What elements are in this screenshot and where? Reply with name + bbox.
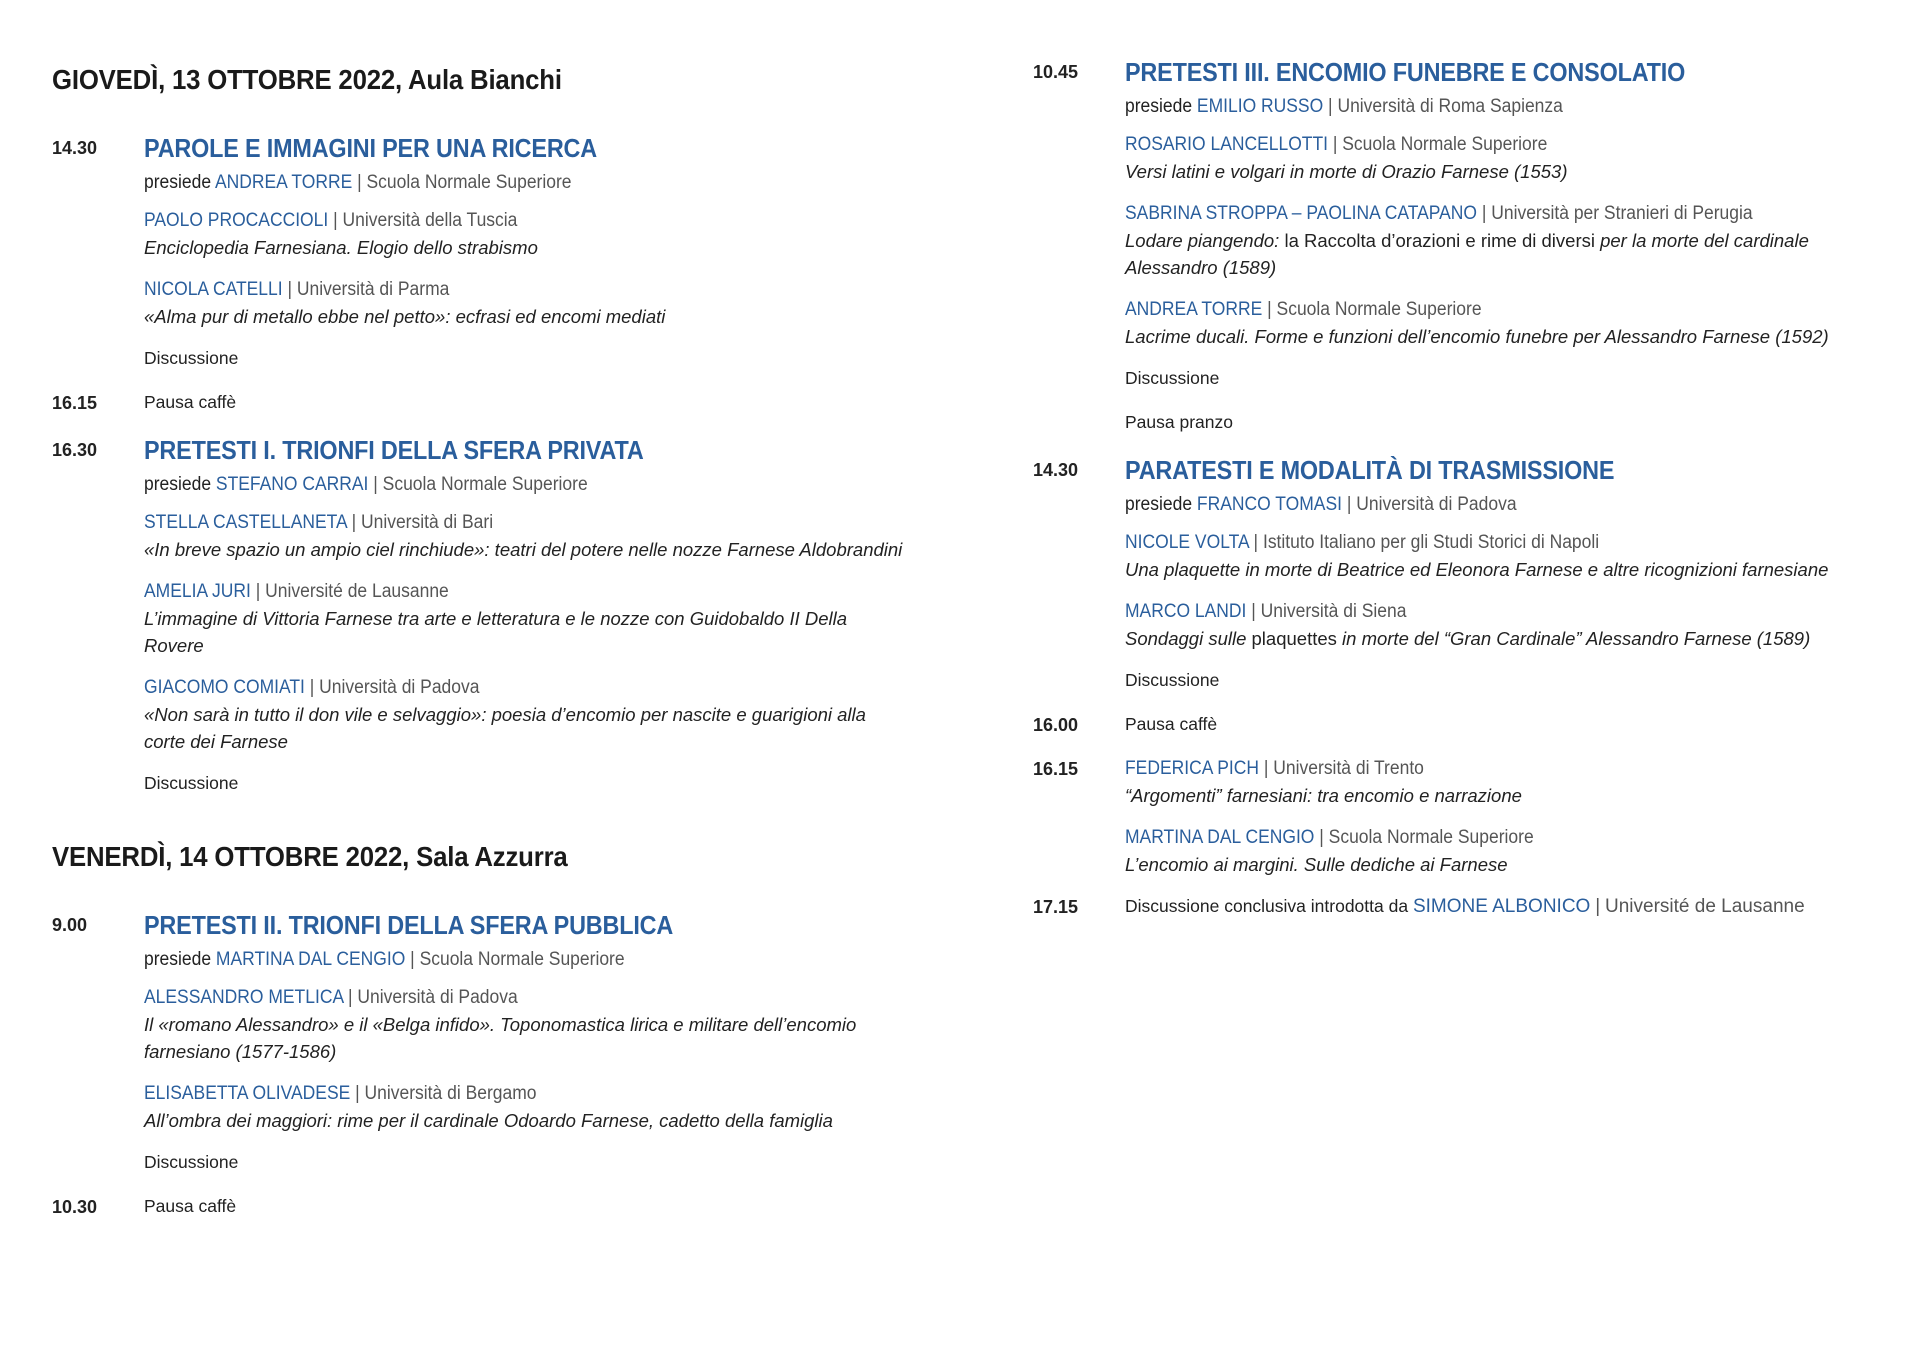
speaker-org: Università di Siena <box>1260 601 1407 622</box>
session-time: 14.30 <box>1033 460 1079 480</box>
speaker-org: Scuola Normale Superiore <box>1328 827 1534 848</box>
chair-name: EMILIO RUSSO <box>1196 96 1324 117</box>
talk-title-part: plaquettes <box>1251 628 1337 649</box>
speaker-name: ELISABETTA OLIVADESE <box>144 1083 351 1104</box>
chair-name: STEFANO CARRAI <box>215 474 369 495</box>
chair-name: MARTINA DAL CENGIO <box>215 949 406 970</box>
separator: | <box>410 949 415 970</box>
talk <box>1125 132 1893 185</box>
talk-title <box>1125 625 1893 652</box>
break-label: Pausa caffè <box>144 1196 237 1216</box>
separator: | <box>357 172 362 193</box>
session-pretesti-iii <box>1033 56 1893 434</box>
speaker-org: Université de Lausanne <box>265 581 449 602</box>
speaker-name: SABRINA STROPPA – PAOLINA CATAPANO <box>1125 203 1477 224</box>
session-title: PARATESTI E MODALITÀ DI TRASMISSIONE <box>1125 455 1615 485</box>
programme-right-column <box>1033 0 1893 939</box>
separator: | <box>373 474 378 495</box>
speaker-name: MARTINA DAL CENGIO <box>1125 827 1315 848</box>
session-chair <box>144 472 843 498</box>
separator: | <box>1267 299 1272 320</box>
session-parole-immagini <box>52 132 904 370</box>
talk-title: «Alma pur di metallo ebbe nel petto»: ecfrasi ed encomi mediati <box>144 306 666 327</box>
speaker-name: STELLA CASTELLANETA <box>144 512 347 533</box>
speaker-org: Università di Bergamo <box>364 1083 537 1104</box>
talk-title: Lacrime ducali. Forme e funzioni dell’encomio funebre per Alessandro Farnese (1592) <box>1125 326 1829 347</box>
break-label: Pausa caffè <box>1125 714 1218 734</box>
separator: | <box>347 987 353 1008</box>
session-chair <box>144 170 843 196</box>
separator: | <box>1346 494 1352 515</box>
speaker-org: Scuola Normale Superiore <box>1342 134 1548 155</box>
session-title: PRETESTI I. TRIONFI DELLA SFERA PRIVATA <box>144 435 644 465</box>
talk <box>1125 530 1893 583</box>
separator: | <box>255 581 261 602</box>
break-label: Pausa caffè <box>144 392 237 412</box>
separator: | <box>1263 758 1269 779</box>
chair-name: FRANCO TOMASI <box>1196 494 1342 515</box>
speaker-org: Università di Padova <box>357 987 518 1008</box>
separator: | <box>1253 532 1259 553</box>
talk <box>144 985 904 1065</box>
separator: | <box>309 677 315 698</box>
break-time: 10.30 <box>52 1197 98 1217</box>
speaker-org: Università di Padova <box>319 677 480 698</box>
speaker-org: Università di Parma <box>296 279 450 300</box>
talk-title: Versi latini e volgari in morte di Orazio Farnese (1553) <box>1125 161 1568 182</box>
separator: | <box>1319 827 1324 848</box>
talk-title: Il «romano Alessandro» e il «Belga infido». Toponomastica lirica e militare dell’encomio farnesiano (1577-1586) <box>144 1014 857 1062</box>
chair-org: Scuola Normale Superiore <box>382 474 588 495</box>
closing-time: 17.15 <box>1033 897 1079 917</box>
session-chair <box>1125 492 1832 518</box>
session-time: 16.30 <box>52 440 98 460</box>
closing-speaker-org: Université de Lausanne <box>1605 896 1805 917</box>
closing-discussion <box>1033 894 1893 919</box>
talk <box>144 1081 904 1134</box>
speaker-org: Università di Trento <box>1273 758 1424 779</box>
discussion-label: Discussione <box>144 1152 239 1172</box>
coffee-break <box>52 390 904 414</box>
discussion-label: Discussione <box>144 773 239 793</box>
speaker-name: AMELIA JURI <box>144 581 251 602</box>
session-paratesti <box>1033 454 1893 692</box>
speaker-org: Università per Stranieri di Perugia <box>1491 203 1753 224</box>
talk-title-part: per la morte del cardinale Alessandro (1589) <box>1125 230 1809 278</box>
speaker-name: NICOLA CATELLI <box>144 279 283 300</box>
chair-prefix: presiede <box>144 949 212 970</box>
session-pretesti-ii <box>52 909 904 1174</box>
talk-title: «Non sarà in tutto il don vile e selvaggio»: poesia d’encomio per nascite e guarigioni alla corte dei Farnese <box>144 704 866 752</box>
speaker-name: ANDREA TORRE <box>1125 299 1263 320</box>
separator: | <box>1251 601 1256 622</box>
talk <box>144 208 904 261</box>
coffee-break <box>52 1194 904 1218</box>
speaker-org: Università di Bari <box>360 512 494 533</box>
session-time: 9.00 <box>52 915 88 935</box>
speaker-name: FEDERICA PICH <box>1125 758 1260 779</box>
session-title: PRETESTI II. TRIONFI DELLA SFERA PUBBLICA <box>144 910 674 940</box>
session-title: PAROLE E IMMAGINI PER UNA RICERCA <box>144 133 597 163</box>
speaker-name: ROSARIO LANCELLOTTI <box>1125 134 1329 155</box>
talk-title-part: in morte di Beatrice ed Eleonora Farnese e altre ricognizioni farnesiane <box>1245 559 1829 580</box>
closing-label <box>1125 894 1893 919</box>
talk <box>1125 825 1893 878</box>
chair-prefix: presiede <box>1125 96 1193 117</box>
separator: | <box>287 279 293 300</box>
session-afternoon-talks <box>1033 756 1893 878</box>
speaker-name: GIACOMO COMIATI <box>144 677 305 698</box>
chair-org: Università di Padova <box>1356 494 1517 515</box>
session-chair <box>144 947 843 973</box>
separator: | <box>355 1083 360 1104</box>
talk-title-part: Una plaquette <box>1125 559 1246 580</box>
session-time: 10.45 <box>1033 62 1079 82</box>
session-time: 14.30 <box>52 138 98 158</box>
talk <box>144 510 904 563</box>
break-time: 16.15 <box>52 393 98 413</box>
speaker-org: Istituto Italiano per gli Studi Storici di Napoli <box>1262 532 1600 553</box>
separator: | <box>1332 134 1338 155</box>
session-pretesti-i <box>52 434 904 795</box>
chair-prefix: presiede <box>1125 494 1193 515</box>
talk <box>1125 756 1893 809</box>
talk <box>144 579 904 659</box>
talk-title-part: in morte del “Gran Cardinale” Alessandro Farnese (1589) <box>1336 628 1811 649</box>
lunch-break-label: Pausa pranzo <box>1125 412 1233 432</box>
discussion-label: Discussione <box>1125 670 1220 690</box>
talk-title-part: Sondaggi sulle <box>1125 628 1252 649</box>
separator: | <box>351 512 357 533</box>
talk <box>1125 201 1893 281</box>
talk <box>144 277 904 330</box>
separator: | <box>1595 896 1601 917</box>
session-title: PRETESTI III. ENCOMIO FUNEBRE E CONSOLATIO <box>1125 57 1686 87</box>
session-time: 16.15 <box>1033 759 1079 779</box>
speaker-name: PAOLO PROCACCIOLI <box>144 210 329 231</box>
chair-org: Università di Roma Sapienza <box>1337 96 1563 117</box>
talk-title: L’immagine di Vittoria Farnese tra arte e letteratura e le nozze con Guidobaldo II Della Rovere <box>144 608 848 656</box>
chair-prefix: presiede <box>144 474 212 495</box>
talk <box>1125 297 1893 350</box>
speaker-org: Scuola Normale Superiore <box>1276 299 1482 320</box>
speaker-name: NICOLE VOLTA <box>1125 532 1249 553</box>
closing-text: Discussione conclusiva introdotta da <box>1125 896 1409 916</box>
chair-prefix: presiede <box>144 172 212 193</box>
talk <box>1125 599 1893 652</box>
talk-title: Enciclopedia Farnesiana. Elogio dello strabismo <box>144 237 538 258</box>
programme-left-column <box>52 0 904 1238</box>
chair-name: ANDREA TORRE <box>214 172 353 193</box>
day-heading-friday: VENERDÌ, 14 OTTOBRE 2022, Sala Azzurra <box>52 841 568 872</box>
talk-title: L’encomio ai margini. Sulle dediche ai Farnese <box>1125 854 1508 875</box>
day-heading-thursday: GIOVEDÌ, 13 OTTOBRE 2022, Aula Bianchi <box>52 64 562 95</box>
session-chair <box>1125 94 1832 120</box>
separator: | <box>1481 203 1487 224</box>
talk-title <box>1125 556 1893 583</box>
talk-title: All’ombra dei maggiori: rime per il cardinale Odoardo Farnese, cadetto della famiglia <box>144 1110 833 1131</box>
chair-org: Scuola Normale Superiore <box>419 949 625 970</box>
closing-speaker-name: SIMONE ALBONICO <box>1412 896 1591 917</box>
speaker-name: ALESSANDRO METLICA <box>144 987 344 1008</box>
talk <box>144 675 904 755</box>
discussion-label: Discussione <box>1125 368 1220 388</box>
chair-org: Scuola Normale Superiore <box>366 172 572 193</box>
coffee-break <box>1033 712 1893 736</box>
talk-title: «In breve spazio un ampio ciel rinchiude»: teatri del potere nelle nozze Farnese Aldobrandini <box>144 539 903 560</box>
separator: | <box>1328 96 1333 117</box>
talk-title: “Argomenti” farnesiani: tra encomio e narrazione <box>1125 785 1522 806</box>
speaker-name: MARCO LANDI <box>1125 601 1247 622</box>
talk-title-part: Lodare piangendo: <box>1125 230 1280 251</box>
talk-title-part: la Raccolta d’orazioni e rime di diversi <box>1279 230 1601 251</box>
separator: | <box>333 210 338 231</box>
talk-title <box>1125 227 1893 281</box>
speaker-org: Università della Tuscia <box>342 210 518 231</box>
break-time: 16.00 <box>1033 715 1079 735</box>
discussion-label: Discussione <box>144 348 239 368</box>
